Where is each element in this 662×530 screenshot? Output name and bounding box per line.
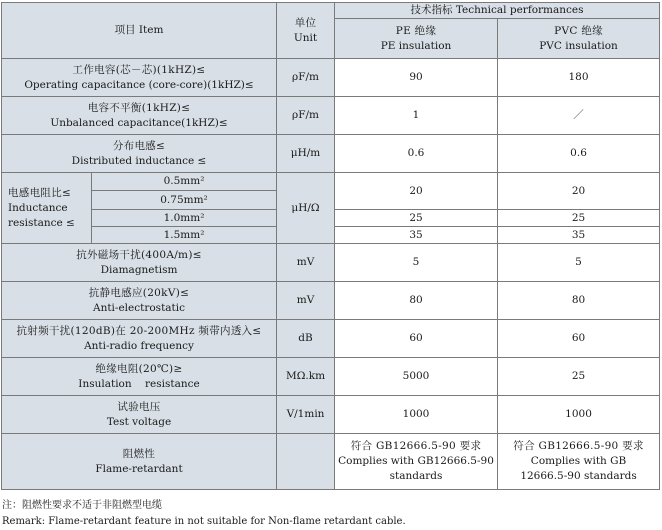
unit-cell: mV <box>277 282 335 320</box>
pvc-value: ／ <box>498 97 660 135</box>
pe-value: 60 <box>335 320 498 358</box>
pe-value <box>335 434 498 490</box>
table-row <box>2 59 660 97</box>
unit-cell: μH/m <box>277 135 335 173</box>
item-cn: 抗射频干扰(120dB)在 20-200MHz 频带内透入≤ <box>16 324 262 337</box>
header-pvc-en: PVC insulation <box>539 39 618 52</box>
item-en: Diamagnetism <box>100 263 178 276</box>
unit-cell: MΩ.km <box>277 358 335 396</box>
item-cn: 分布电感≤ <box>112 139 166 152</box>
item-en: Anti-radio frequency <box>84 339 194 352</box>
header-unit <box>277 3 335 59</box>
note-cn: 注：阻燃性要求不适于非阻燃型电缆 <box>2 500 162 511</box>
item-en: Distributed inductance ≤ <box>71 154 207 167</box>
item-en: Anti-electrostatic <box>92 301 186 314</box>
item-cn: 工作电容(芯－芯)(1kHZ)≤ <box>72 63 206 76</box>
item-cn: 电容不平衡(1kHZ)≤ <box>87 101 191 114</box>
ind-res-label <box>2 173 92 244</box>
item-cell <box>2 396 277 434</box>
item-cn: 绝缘电阻(20℃)≥ <box>95 362 183 375</box>
pvc-value: 60 <box>498 320 660 358</box>
item-cn: 阻燃性 <box>122 447 156 460</box>
pe-value: 0.6 <box>335 135 498 173</box>
item-en: Flame-retardant <box>95 462 183 475</box>
pvc-value: 180 <box>498 59 660 97</box>
unit-cell <box>277 434 335 490</box>
item-cell <box>2 358 277 396</box>
item-cell <box>2 135 277 173</box>
header-unit-en: Unit <box>293 31 318 44</box>
item-cell <box>2 320 277 358</box>
pe-flame-line-3: standards <box>389 470 443 482</box>
unit-cell: μH/Ω <box>277 173 335 244</box>
item-cn: 抗静电感应(20kV)≤ <box>88 286 190 299</box>
header-pe <box>335 19 498 59</box>
unit-cell: mV <box>277 244 335 282</box>
pvc-value <box>498 434 660 490</box>
size-cell: 1.5mm² <box>92 227 277 244</box>
notes <box>2 498 406 530</box>
item-cn: 电感电阻比≤ <box>8 186 72 199</box>
size-cell: 1.0mm² <box>92 210 277 227</box>
header-pe-en: PE insulation <box>380 39 452 52</box>
table-row <box>2 244 660 282</box>
pe-value: 20 <box>335 173 498 210</box>
pvc-flame-line-1: 符合 GB12666.5-90 要求 <box>513 440 644 452</box>
pvc-value: 25 <box>498 210 660 227</box>
note-en: Remark: Flame-retardant feature in not suitable for Non-flame retardant cable. <box>2 516 406 527</box>
table-row <box>2 97 660 135</box>
spec-table <box>1 2 660 490</box>
table-row <box>2 396 660 434</box>
pvc-value: 5 <box>498 244 660 282</box>
pe-value: 1000 <box>335 396 498 434</box>
unit-cell: ρF/m <box>277 59 335 97</box>
pvc-value: 25 <box>498 358 660 396</box>
item-cell <box>2 282 277 320</box>
table-row <box>2 135 660 173</box>
table-row <box>2 320 660 358</box>
pvc-value: 20 <box>498 173 660 210</box>
pe-value: 1 <box>335 97 498 135</box>
pe-value: 25 <box>335 210 498 227</box>
pe-value: 5 <box>335 244 498 282</box>
header-pvc <box>498 19 660 59</box>
header-item-label: 项目 Item <box>114 24 164 36</box>
item-en: Test voltage <box>106 415 172 428</box>
pvc-flame-line-3: 12666.5-90 standards <box>520 470 637 482</box>
pvc-value: 35 <box>498 227 660 244</box>
pe-flame-line-2: Complies with GB12666.5-90 <box>338 455 494 467</box>
pvc-value: 80 <box>498 282 660 320</box>
size-cell: 0.5mm² <box>92 173 277 191</box>
pe-value: 80 <box>335 282 498 320</box>
header-tech-label: 技术指标 Technical performances <box>410 4 584 16</box>
item-cell <box>2 59 277 97</box>
item-en-1: Inductance <box>8 201 68 214</box>
table-row <box>2 173 660 191</box>
item-en-2: resistance ≤ <box>8 216 75 229</box>
header-unit-cn: 单位 <box>294 16 317 29</box>
pe-flame-line-1: 符合 GB12666.5-90 要求 <box>350 440 482 452</box>
item-en: Unbalanced capacitance(1kHZ)≤ <box>50 116 228 129</box>
unit-cell: V/1min <box>277 396 335 434</box>
item-cell <box>2 244 277 282</box>
table-row <box>2 358 660 396</box>
item-en: Insulation resistance <box>78 377 200 390</box>
pe-value: 35 <box>335 227 498 244</box>
item-cn: 抗外磁场干扰(400A/m)≤ <box>76 248 202 261</box>
item-cell <box>2 434 277 490</box>
item-cn: 试验电压 <box>117 400 161 413</box>
header-pe-cn: PE 绝缘 <box>395 24 437 37</box>
size-cell: 0.75mm² <box>92 191 277 210</box>
item-en: Operating capacitance (core-core)(1kHZ)≤ <box>24 78 254 91</box>
pvc-flame-line-2: Complies with GB <box>530 455 627 467</box>
pe-value: 90 <box>335 59 498 97</box>
header-item <box>2 3 277 59</box>
header-tech <box>335 3 660 19</box>
pvc-value: 0.6 <box>498 135 660 173</box>
header-pvc-cn: PVC 绝缘 <box>554 24 603 37</box>
pvc-value: 1000 <box>498 396 660 434</box>
table-row <box>2 282 660 320</box>
unit-cell: ρF/m <box>277 97 335 135</box>
pe-value: 5000 <box>335 358 498 396</box>
table-row <box>2 434 660 490</box>
item-cell <box>2 97 277 135</box>
unit-cell: dB <box>277 320 335 358</box>
